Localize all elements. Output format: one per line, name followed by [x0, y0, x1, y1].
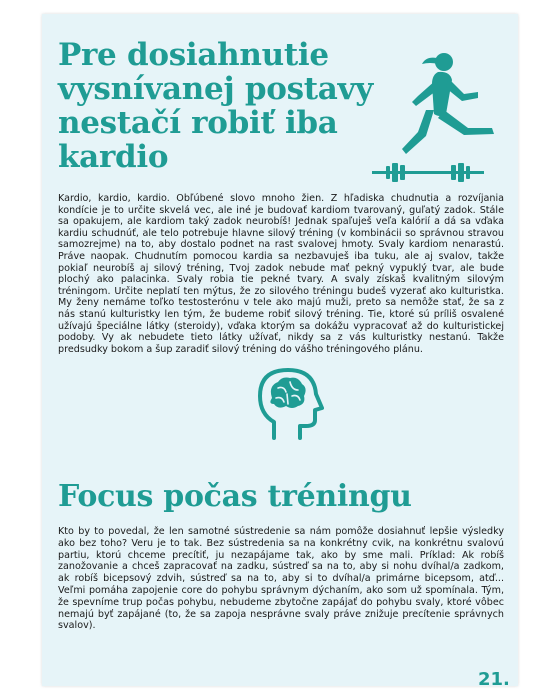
page-number: 21. [478, 669, 510, 690]
section-title-focus: Focus počas tréningu [58, 479, 412, 514]
running-woman-icon [342, 44, 512, 184]
section-body-focus: Kto by to povedal, že len samotné sústredenie sa nám pomôže dosiahnuť lepšie výsledky ako bez toho? Veru je to tak. Bez sústredenia sa na konkrétny cvik, na konkrétnu svalovú partiu, ktorú chceme precítiť, ju nezapájame tak, ako by sme mali. Príklad: Ak robíš zanožovanie a chceš zapracovať na zadku, sústreď sa na to, aby si nohu dvíhal/a zadkom, ak robíš bicepsový zdvih, sústreď sa na to, aby si to dvíhal/a primárne bicepsom, atď... Veľmi pomáha zapojenie core do pohybu správnym dýchaním, ako som už spomínala. Tým, že spevníme trup počas pohybu, nebudeme zbytočne zapájať do pohybu svaly, ktoré vôbec nemajú byť zapájané (to, že sa zapoja nesprávne svaly práve znižuje precítenie správnych svalov). [58, 526, 504, 632]
section-title-cardio: Pre dosiahnutie vysnívanej postavy nestačí robiť iba kardio [58, 37, 373, 175]
head-brain-icon [252, 364, 324, 440]
book-page [42, 14, 518, 690]
section-body-cardio: Kardio, kardio, kardio. Obľúbené slovo mnoho žien. Z hľadiska chudnutia a rozvíjania kondície je to určite skvelá vec, ale iné je budovať kardiom tvarovaný, guľatý zadok. Stále sa opakujem, ale kardiom taký zadok neurobíš! Jednak spaľuješ veľa kalórií a dá sa vďaka kardiu schudnúť, ale telo potrebuje hlavne silový tréning (v kombinácii so správnou stravou samozrejme) na to, aby dostalo podnet na rast svalovej hmoty. Svaly kardiom nenarastú. Práve naopak. Chudnutím pomocou kardia sa nezbavuješ iba tuku, ale aj svalov, takže pokiaľ neurobíš aj silový tréning, Tvoj zadok nebude mať pekný vypuklý tvar, ale bude plochý ako palacinka. Svaly robia tie pekné tvary. A svaly získaš kvalitným silovým tréningom. Určite neplatí ten mýtus, že zo silového tréningu budeš vyzerať ako kulturistka. My ženy nemáme toľko testosterónu v tele ako majú muži, preto sa nemôže stať, že sa z nás stanú kulturistky len tým, že budeme robiť silový tréning. Tie, ktoré sú príliš osvalené užívajú špeciálne látky (steroidy), vďaka ktorým sa dokážu vypracovať až do kulturistickej podoby. Vy ak nebudete tieto látky užívať, nikdy sa z vás kulturistky nestanú. Takže predsudky bokom a šup zaradiť silový tréning do vášho tréningového plánu. [58, 193, 504, 355]
barbell-icon [372, 163, 484, 182]
